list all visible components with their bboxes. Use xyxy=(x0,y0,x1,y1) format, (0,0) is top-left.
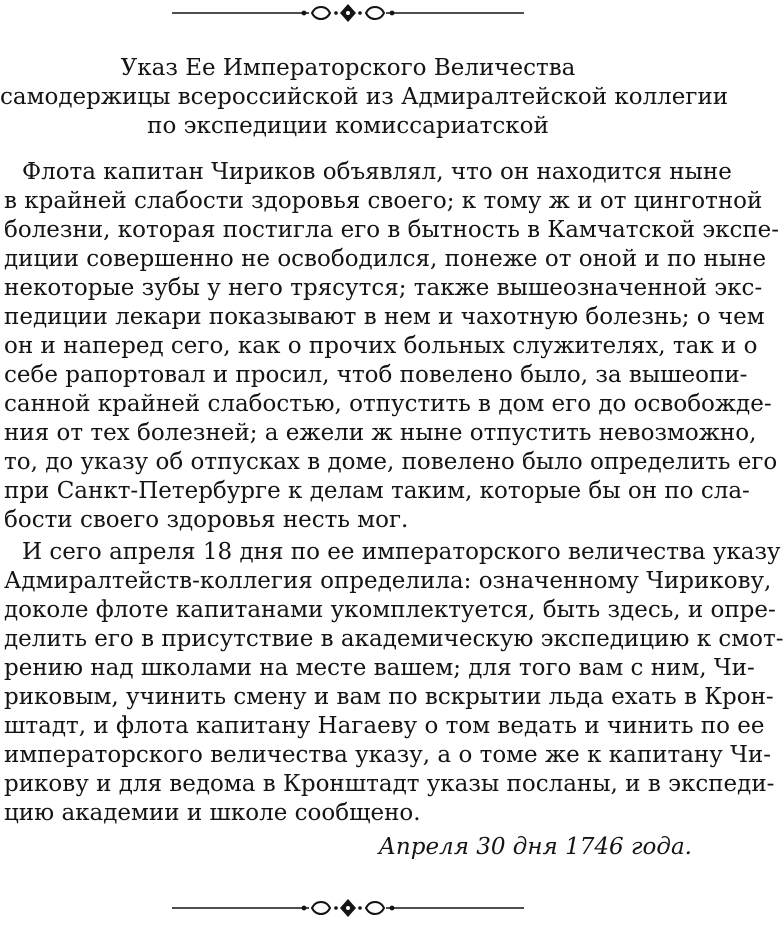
decree-title xyxy=(0,54,729,141)
text-line: педиции лекари показывают в нем и чахотную болезнь; о чем xyxy=(4,304,765,330)
text-line: делить его в присутствие в академическую экспедицию к смот- xyxy=(4,626,784,652)
text-line: цию академии и школе сообщено. xyxy=(4,800,421,826)
text-line: Адмиралтейств-коллегия определила: означенному Чирикову, xyxy=(4,568,772,594)
text-line: рикову и для ведома в Кронштадт указы посланы, и в экспеди- xyxy=(4,771,775,797)
text-line: рению над школами на месте вашем; для того вам с ним, Чи- xyxy=(4,655,755,681)
text-line: риковым, учинить смену и вам по вскрытии льда ехать в Крон- xyxy=(4,684,774,710)
text-line: в крайней слабости здоровья своего; к тому ж и от цинготной xyxy=(4,188,763,214)
paragraph-2 xyxy=(4,538,784,828)
title-line: Указ Ее Императорского Величества xyxy=(120,55,576,81)
bottom-ornament-divider-icon xyxy=(0,895,696,925)
document-date: Апреля 30 дня 1746 года. xyxy=(378,834,692,860)
text-line: доколе флоте капитанами укомплектуется, быть здесь, и опре- xyxy=(4,597,776,623)
text-line: он и напеpед сего, как о прочих больных служителях, так и о xyxy=(4,333,758,359)
text-line: себе рапортовал и просил, чтоб повелено было, за вышеопи- xyxy=(4,362,748,388)
text-line: ния от тех болезней; а ежели ж ныне отпустить невозможно, xyxy=(4,420,757,446)
text-line: болезни, которая постигла его в бытность в Камчатской экспе- xyxy=(4,217,780,243)
text-line: бости своего здоровья несть мог. xyxy=(4,507,409,533)
text-line: при Санкт-Петербурге к делам таким, которые бы он по сла- xyxy=(4,478,750,504)
text-line: диции совершенно не освободился, понеже от оной и по ныне xyxy=(4,246,767,272)
text-line: то, до указу об отпусках в доме, повелено было определить его xyxy=(4,449,778,475)
paragraph-1 xyxy=(4,158,780,535)
text-line: императорского величества указу, а о томе же к капитану Чи- xyxy=(4,742,771,768)
top-ornament-divider-icon xyxy=(0,0,696,30)
title-line: самодержицы всероссийской из Адмиралтейской коллегии xyxy=(0,84,729,110)
text-line: штадт, и флота капитану Нагаеву о том ведать и чинить по ее xyxy=(4,713,765,739)
title-line: по экспедиции комиссариатской xyxy=(147,113,549,139)
text-line: санной крайней слабостью, отпустить в дом его до освобожде- xyxy=(4,391,772,417)
text-line: некоторые зубы у него трясутся; также вышеозначенной экс- xyxy=(4,275,763,301)
text-line: Флота капитан Чириков объявлял, что он находится ныне xyxy=(22,159,732,185)
text-line: И сего апреля 18 дня по ее императорского величества указу xyxy=(22,539,781,565)
